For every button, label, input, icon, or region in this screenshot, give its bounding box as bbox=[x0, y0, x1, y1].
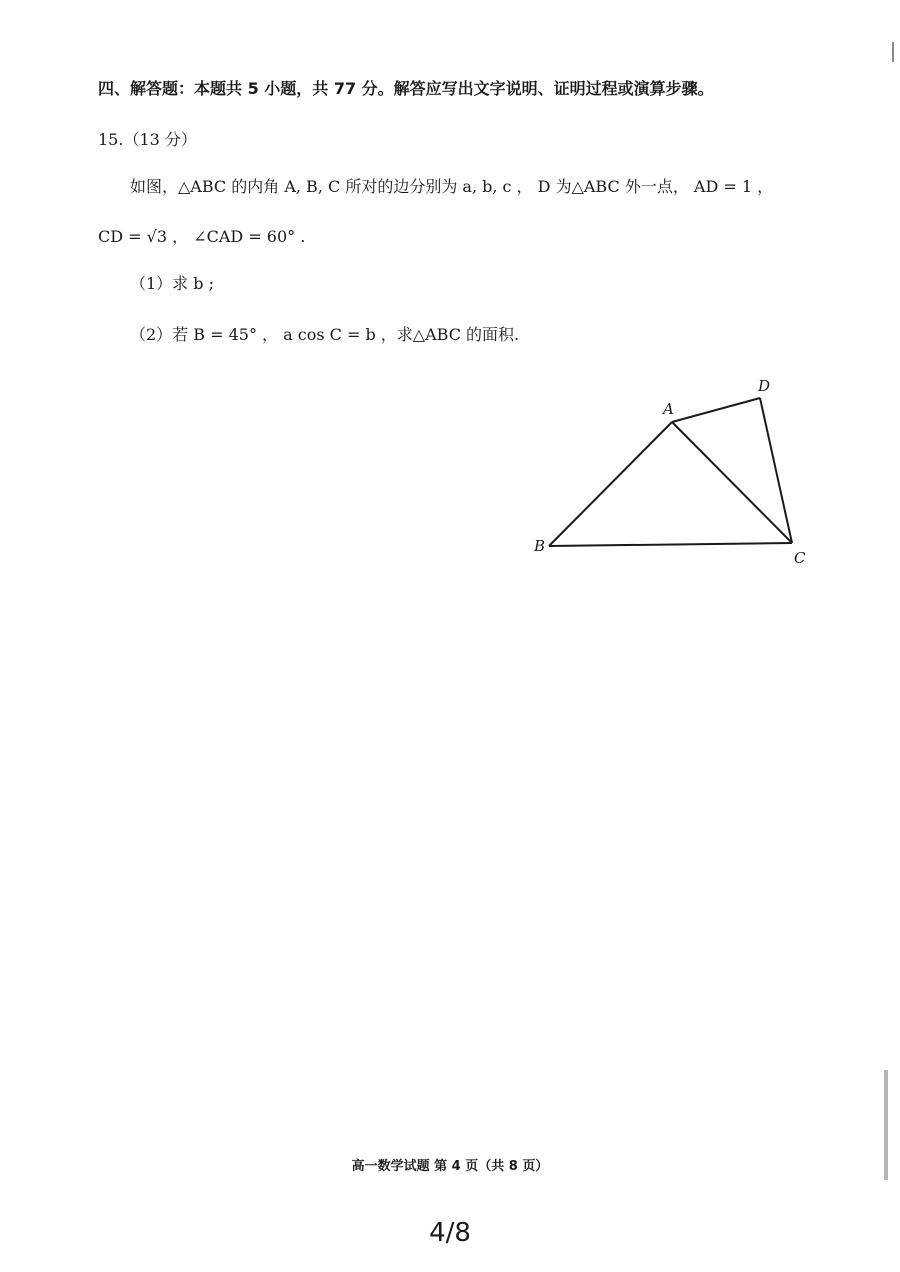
problem-part-2: （2）若 B = 45° ， a cos C = b ，求△ABC 的面积. bbox=[130, 325, 520, 344]
segment-ad bbox=[672, 398, 760, 422]
segment-dc bbox=[760, 398, 792, 543]
segment-bc bbox=[549, 543, 792, 546]
problem-number: 15.（13 分） bbox=[98, 130, 197, 149]
geometry-diagram bbox=[520, 370, 820, 570]
vertex-label-a: A bbox=[663, 400, 674, 418]
segment-ac bbox=[672, 422, 792, 543]
section-heading: 四、解答题：本题共 5 小题，共 77 分。解答应写出文字说明、证明过程或演算步骤。 bbox=[98, 79, 714, 98]
scan-mark-top bbox=[892, 42, 894, 62]
vertex-label-c: C bbox=[794, 549, 806, 567]
problem-statement-line2: CD = √3 ， ∠CAD = 60° . bbox=[98, 227, 306, 246]
problem-statement-line1: 如图，△ABC 的内角 A, B, C 所对的边分别为 a, b, c ， D 为△ABC 外一点， AD = 1 ， bbox=[130, 177, 774, 196]
segment-ba bbox=[549, 422, 672, 546]
vertex-label-d: D bbox=[758, 377, 771, 395]
scan-mark-bottom bbox=[884, 1070, 888, 1180]
vertex-label-b: B bbox=[534, 537, 546, 555]
problem-part-1: （1）求 b ; bbox=[130, 274, 214, 293]
page-indicator: 4/8 bbox=[429, 1218, 471, 1248]
page-footer: 高一数学试题 第 4 页（共 8 页） bbox=[351, 1159, 549, 1174]
